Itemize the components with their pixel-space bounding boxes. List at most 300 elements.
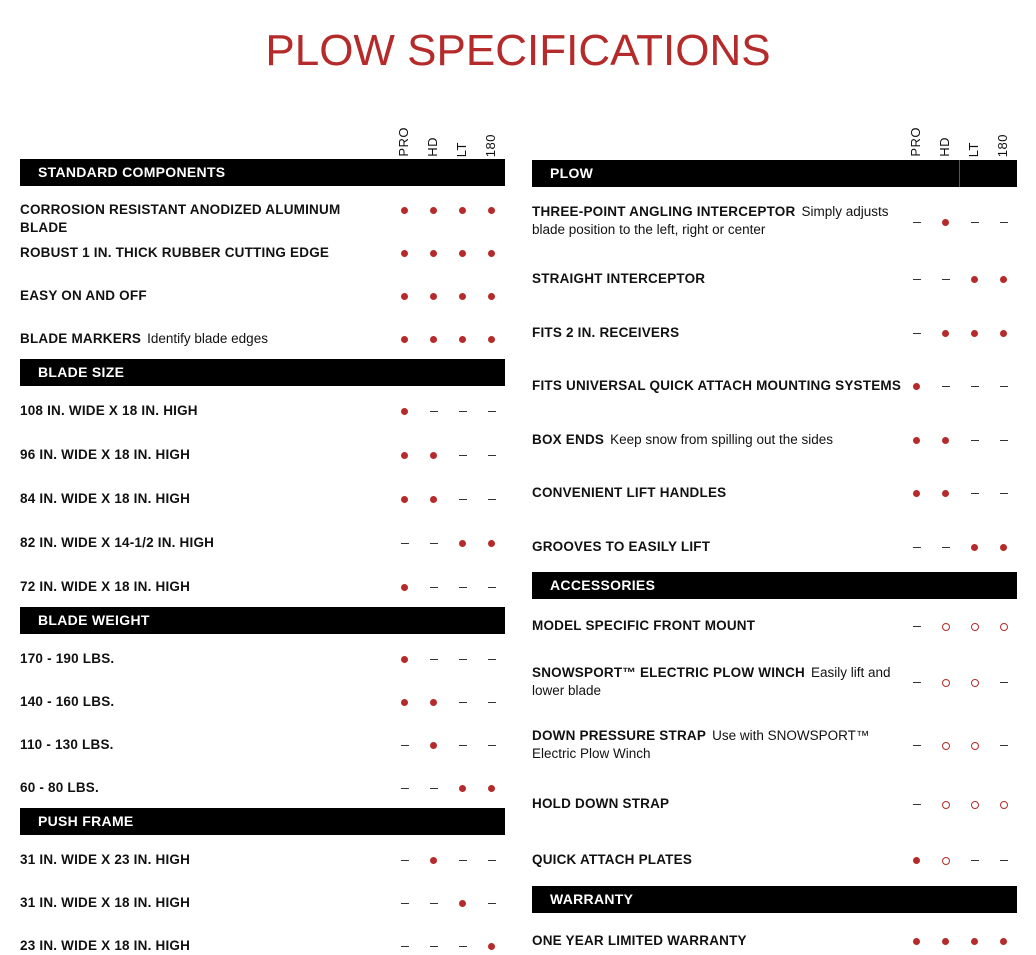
model-label-lt: LT (454, 141, 469, 157)
availability-180-dot (477, 330, 506, 348)
not-available-dash-icon (971, 386, 979, 387)
model-label-hd: HD (937, 137, 952, 157)
availability-hd-dot (419, 490, 448, 508)
availability-180-dash (989, 484, 1018, 502)
not-available-dash-icon (913, 745, 921, 746)
availability-lt-dot (960, 324, 989, 342)
included-dot-icon (1000, 544, 1007, 551)
availability-lt-dash (448, 693, 477, 711)
not-available-dash-icon (430, 543, 438, 544)
not-available-dash-icon (430, 587, 438, 588)
section-header-blade-size: BLADE SIZE (20, 359, 505, 386)
availability-pro-dot (902, 932, 931, 950)
included-dot-icon (430, 857, 437, 864)
not-available-dash-icon (1000, 682, 1008, 683)
included-dot-icon (459, 207, 466, 214)
included-dot-icon (401, 699, 408, 706)
model-label-180: 180 (995, 133, 1010, 157)
availability-180-dash (477, 578, 506, 596)
optional-ring-icon (1000, 801, 1008, 809)
included-dot-icon (459, 900, 466, 907)
section-header-accessories: ACCESSORIES (532, 572, 1017, 599)
availability-lt-dot (448, 779, 477, 797)
availability-hd-dot (931, 213, 960, 231)
availability-pro-dash (390, 851, 419, 869)
section-header-warranty: WARRANTY (532, 886, 1017, 913)
availability-hd-dot (419, 201, 448, 219)
spec-name: THREE-POINT ANGLING INTERCEPTOR (532, 204, 796, 219)
availability-pro-dot (390, 578, 419, 596)
availability-pro-dot (902, 484, 931, 502)
spec-name: HOLD DOWN STRAP (532, 796, 670, 811)
included-dot-icon (971, 938, 978, 945)
not-available-dash-icon (459, 860, 467, 861)
not-available-dash-icon (459, 946, 467, 947)
availability-pro-dash (902, 617, 931, 635)
spec-description: Easily lift and lower blade (532, 665, 891, 698)
availability-pro-dot (390, 693, 419, 711)
not-available-dash-icon (913, 547, 921, 548)
included-dot-icon (430, 336, 437, 343)
availability-lt-dash (448, 490, 477, 508)
availability-lt-ring (960, 736, 989, 754)
availability-pro-dash (390, 534, 419, 552)
included-dot-icon (401, 496, 408, 503)
availability-hd-dot (419, 446, 448, 464)
availability-180-dash (989, 377, 1018, 395)
availability-180-dash (477, 851, 506, 869)
availability-pro-dash (902, 736, 931, 754)
not-available-dash-icon (913, 804, 921, 805)
not-available-dash-icon (971, 222, 979, 223)
spec-label (532, 538, 902, 556)
spec-name: 110 - 130 LBS. (20, 737, 114, 752)
included-dot-icon (913, 938, 920, 945)
availability-180-dash (477, 650, 506, 668)
optional-ring-icon (942, 801, 950, 809)
availability-pro-dash (902, 673, 931, 691)
spec-label (20, 244, 390, 262)
included-dot-icon (1000, 330, 1007, 337)
availability-pro-dot (390, 330, 419, 348)
spec-label (20, 779, 390, 797)
included-dot-icon (971, 544, 978, 551)
availability-lt-dot (448, 330, 477, 348)
availability-hd-ring (931, 736, 960, 754)
availability-pro-dot (390, 650, 419, 668)
availability-pro-dash (390, 736, 419, 754)
not-available-dash-icon (401, 745, 409, 746)
not-available-dash-icon (488, 411, 496, 412)
not-available-dash-icon (401, 903, 409, 904)
not-available-dash-icon (488, 499, 496, 500)
spec-label (532, 203, 902, 239)
spec-name: 23 IN. WIDE X 18 IN. HIGH (20, 938, 191, 953)
availability-pro-dot (390, 490, 419, 508)
spec-name: DOWN PRESSURE STRAP (532, 728, 707, 743)
availability-hd-dash (419, 894, 448, 912)
availability-hd-dot (419, 851, 448, 869)
availability-180-dash (477, 693, 506, 711)
availability-lt-dash (448, 937, 477, 955)
availability-180-ring (989, 617, 1018, 635)
included-dot-icon (430, 452, 437, 459)
optional-ring-icon (942, 623, 950, 631)
included-dot-icon (401, 584, 408, 591)
included-dot-icon (430, 699, 437, 706)
spec-label (532, 377, 902, 395)
spec-name: 82 IN. WIDE X 14-1/2 IN. HIGH (20, 535, 215, 550)
not-available-dash-icon (942, 279, 950, 280)
availability-lt-dot (448, 244, 477, 262)
included-dot-icon (1000, 276, 1007, 283)
availability-hd-dot (931, 932, 960, 950)
included-dot-icon (488, 336, 495, 343)
not-available-dash-icon (488, 455, 496, 456)
not-available-dash-icon (459, 659, 467, 660)
availability-180-dot (989, 270, 1018, 288)
availability-lt-dash (448, 446, 477, 464)
availability-180-dash (989, 736, 1018, 754)
included-dot-icon (913, 437, 920, 444)
not-available-dash-icon (488, 860, 496, 861)
not-available-dash-icon (430, 411, 438, 412)
included-dot-icon (488, 540, 495, 547)
availability-lt-dash (960, 851, 989, 869)
availability-180-dot (989, 932, 1018, 950)
included-dot-icon (488, 207, 495, 214)
availability-lt-dash (960, 213, 989, 231)
spec-name: GROOVES TO EASILY LIFT (532, 539, 711, 554)
spec-label (20, 937, 390, 955)
availability-180-dash (989, 851, 1018, 869)
spec-label (20, 693, 390, 711)
availability-lt-dot (448, 201, 477, 219)
availability-hd-dot (419, 244, 448, 262)
optional-ring-icon (942, 679, 950, 687)
not-available-dash-icon (913, 626, 921, 627)
availability-lt-dot (960, 270, 989, 288)
spec-label (532, 664, 902, 700)
included-dot-icon (942, 437, 949, 444)
not-available-dash-icon (488, 702, 496, 703)
spec-name: FITS UNIVERSAL QUICK ATTACH MOUNTING SYSTEMS (532, 378, 902, 393)
spec-label (532, 932, 902, 950)
included-dot-icon (430, 496, 437, 503)
not-available-dash-icon (401, 860, 409, 861)
optional-ring-icon (971, 679, 979, 687)
availability-pro-dot (390, 287, 419, 305)
availability-180-dot (477, 534, 506, 552)
spec-label (20, 287, 390, 305)
spec-name: CONVENIENT LIFT HANDLES (532, 485, 727, 500)
included-dot-icon (430, 207, 437, 214)
availability-180-dash (477, 894, 506, 912)
included-dot-icon (401, 207, 408, 214)
spec-label (532, 324, 902, 342)
availability-180-dot (477, 201, 506, 219)
not-available-dash-icon (1000, 860, 1008, 861)
included-dot-icon (459, 540, 466, 547)
optional-ring-icon (942, 857, 950, 865)
included-dot-icon (488, 943, 495, 950)
availability-lt-dash (960, 484, 989, 502)
included-dot-icon (913, 490, 920, 497)
availability-hd-ring (931, 851, 960, 869)
not-available-dash-icon (401, 788, 409, 789)
spec-label (20, 402, 390, 420)
spec-label (532, 727, 902, 763)
spec-label (20, 446, 390, 464)
spec-name: 170 - 190 LBS. (20, 651, 115, 666)
included-dot-icon (401, 293, 408, 300)
included-dot-icon (488, 293, 495, 300)
included-dot-icon (913, 857, 920, 864)
spec-name: FITS 2 IN. RECEIVERS (532, 325, 680, 340)
included-dot-icon (971, 330, 978, 337)
model-label-lt: LT (966, 141, 981, 157)
not-available-dash-icon (488, 745, 496, 746)
availability-pro-dot (390, 244, 419, 262)
not-available-dash-icon (401, 946, 409, 947)
included-dot-icon (1000, 938, 1007, 945)
availability-hd-dash (419, 937, 448, 955)
included-dot-icon (459, 785, 466, 792)
availability-180-ring (989, 795, 1018, 813)
included-dot-icon (459, 250, 466, 257)
availability-lt-dash (448, 650, 477, 668)
included-dot-icon (459, 336, 466, 343)
included-dot-icon (401, 452, 408, 459)
spec-label (20, 330, 390, 348)
model-label-pro: PRO (396, 127, 411, 157)
spec-label (532, 270, 902, 288)
model-label-180: 180 (483, 133, 498, 157)
not-available-dash-icon (488, 587, 496, 588)
spec-label (532, 795, 902, 813)
availability-180-dot (989, 324, 1018, 342)
availability-hd-dash (419, 534, 448, 552)
spec-description: Use with SNOWSPORT™ Electric Plow Winch (532, 728, 870, 761)
availability-lt-dot (448, 287, 477, 305)
spec-label (20, 578, 390, 596)
included-dot-icon (401, 336, 408, 343)
not-available-dash-icon (1000, 493, 1008, 494)
spec-name: EASY ON AND OFF (20, 288, 147, 303)
not-available-dash-icon (430, 946, 438, 947)
spec-name: 60 - 80 LBS. (20, 780, 99, 795)
page-title: PLOW SPECIFICATIONS (265, 26, 771, 75)
spec-name: 31 IN. WIDE X 18 IN. HIGH (20, 895, 191, 910)
not-available-dash-icon (459, 587, 467, 588)
included-dot-icon (459, 293, 466, 300)
included-dot-icon (942, 938, 949, 945)
included-dot-icon (430, 293, 437, 300)
included-dot-icon (942, 330, 949, 337)
spec-name: BLADE MARKERS (20, 331, 142, 346)
model-header (532, 125, 1017, 157)
availability-lt-dash (448, 736, 477, 754)
availability-pro-dot (390, 446, 419, 464)
availability-pro-dot (390, 201, 419, 219)
availability-hd-ring (931, 617, 960, 635)
not-available-dash-icon (971, 440, 979, 441)
included-dot-icon (401, 656, 408, 663)
availability-pro-dash (902, 324, 931, 342)
spec-description: Identify blade edges (147, 331, 268, 346)
spec-name: 108 IN. WIDE X 18 IN. HIGH (20, 403, 198, 418)
optional-ring-icon (971, 623, 979, 631)
not-available-dash-icon (459, 411, 467, 412)
not-available-dash-icon (1000, 440, 1008, 441)
availability-180-dash (989, 673, 1018, 691)
availability-lt-dot (960, 538, 989, 556)
model-header (20, 125, 505, 157)
not-available-dash-icon (1000, 745, 1008, 746)
availability-hd-dash (419, 402, 448, 420)
availability-pro-dot (902, 377, 931, 395)
availability-pro-dash (390, 894, 419, 912)
included-dot-icon (942, 490, 949, 497)
spec-label (20, 894, 390, 912)
spec-label (20, 201, 390, 237)
availability-lt-dash (448, 851, 477, 869)
not-available-dash-icon (913, 279, 921, 280)
availability-lt-dash (448, 402, 477, 420)
availability-180-dash (989, 213, 1018, 231)
not-available-dash-icon (971, 860, 979, 861)
availability-lt-dot (960, 932, 989, 950)
included-dot-icon (430, 742, 437, 749)
not-available-dash-icon (488, 903, 496, 904)
availability-hd-dash (931, 377, 960, 395)
spec-name: QUICK ATTACH PLATES (532, 852, 693, 867)
availability-pro-dash (390, 779, 419, 797)
availability-lt-dash (960, 377, 989, 395)
availability-hd-dot (419, 693, 448, 711)
included-dot-icon (430, 250, 437, 257)
availability-lt-dot (448, 894, 477, 912)
model-label-hd: HD (425, 137, 440, 157)
included-dot-icon (488, 785, 495, 792)
not-available-dash-icon (430, 903, 438, 904)
not-available-dash-icon (459, 455, 467, 456)
availability-lt-ring (960, 795, 989, 813)
not-available-dash-icon (942, 386, 950, 387)
availability-lt-ring (960, 617, 989, 635)
not-available-dash-icon (459, 702, 467, 703)
spec-name: 140 - 160 LBS. (20, 694, 115, 709)
availability-180-dot (477, 287, 506, 305)
availability-pro-dot (390, 402, 419, 420)
availability-lt-dot (448, 534, 477, 552)
spec-name: MODEL SPECIFIC FRONT MOUNT (532, 618, 756, 633)
availability-pro-dot (902, 851, 931, 869)
availability-hd-dot (419, 330, 448, 348)
availability-hd-dash (419, 779, 448, 797)
spec-label (532, 431, 902, 449)
not-available-dash-icon (1000, 222, 1008, 223)
availability-180-dash (477, 736, 506, 754)
availability-pro-dash (902, 270, 931, 288)
section-header-push-frame: PUSH FRAME (20, 808, 505, 835)
not-available-dash-icon (488, 659, 496, 660)
included-dot-icon (971, 276, 978, 283)
spec-name: ONE YEAR LIMITED WARRANTY (532, 933, 747, 948)
included-dot-icon (401, 250, 408, 257)
spec-label (20, 851, 390, 869)
availability-lt-dash (448, 578, 477, 596)
not-available-dash-icon (430, 788, 438, 789)
availability-hd-ring (931, 673, 960, 691)
optional-ring-icon (971, 801, 979, 809)
availability-180-dash (477, 490, 506, 508)
spec-label (20, 736, 390, 754)
availability-pro-dash (390, 937, 419, 955)
header-divider (959, 160, 960, 187)
spec-name: 72 IN. WIDE X 18 IN. HIGH (20, 579, 191, 594)
availability-hd-ring (931, 795, 960, 813)
availability-hd-dash (419, 578, 448, 596)
not-available-dash-icon (913, 222, 921, 223)
availability-180-dash (989, 431, 1018, 449)
availability-lt-dash (960, 431, 989, 449)
availability-180-dash (477, 446, 506, 464)
spec-description: Keep snow from spilling out the sides (610, 432, 833, 447)
spec-name: SNOWSPORT™ ELECTRIC PLOW WINCH (532, 665, 805, 680)
spec-name: 84 IN. WIDE X 18 IN. HIGH (20, 491, 191, 506)
spec-name: ROBUST 1 IN. THICK RUBBER CUTTING EDGE (20, 245, 330, 260)
included-dot-icon (942, 219, 949, 226)
availability-pro-dash (902, 213, 931, 231)
availability-180-dash (477, 402, 506, 420)
availability-pro-dash (902, 795, 931, 813)
spec-label (532, 484, 902, 502)
not-available-dash-icon (430, 659, 438, 660)
availability-hd-dash (931, 538, 960, 556)
section-header-standard-components: STANDARD COMPONENTS (20, 159, 505, 186)
not-available-dash-icon (459, 745, 467, 746)
availability-180-dot (477, 779, 506, 797)
not-available-dash-icon (459, 499, 467, 500)
availability-180-dot (477, 244, 506, 262)
model-label-pro: PRO (908, 127, 923, 157)
availability-hd-dash (931, 270, 960, 288)
not-available-dash-icon (913, 682, 921, 683)
availability-180-dot (477, 937, 506, 955)
spec-label (20, 490, 390, 508)
section-header-plow: PLOW (532, 160, 1017, 187)
spec-name: BOX ENDS (532, 432, 605, 447)
included-dot-icon (913, 383, 920, 390)
availability-hd-dot (931, 484, 960, 502)
spec-label (532, 851, 902, 869)
spec-name: 96 IN. WIDE X 18 IN. HIGH (20, 447, 191, 462)
availability-hd-dot (419, 287, 448, 305)
availability-hd-dot (419, 736, 448, 754)
spec-label (20, 650, 390, 668)
not-available-dash-icon (942, 547, 950, 548)
not-available-dash-icon (1000, 386, 1008, 387)
spec-label (532, 617, 902, 635)
spec-description: Simply adjusts blade position to the left, right or center (532, 204, 889, 237)
optional-ring-icon (942, 742, 950, 750)
spec-name: 31 IN. WIDE X 23 IN. HIGH (20, 852, 191, 867)
spec-label (20, 534, 390, 552)
spec-name: STRAIGHT INTERCEPTOR (532, 271, 706, 286)
spec-name: CORROSION RESISTANT ANODIZED ALUMINUM BLADE (20, 202, 341, 235)
not-available-dash-icon (971, 493, 979, 494)
